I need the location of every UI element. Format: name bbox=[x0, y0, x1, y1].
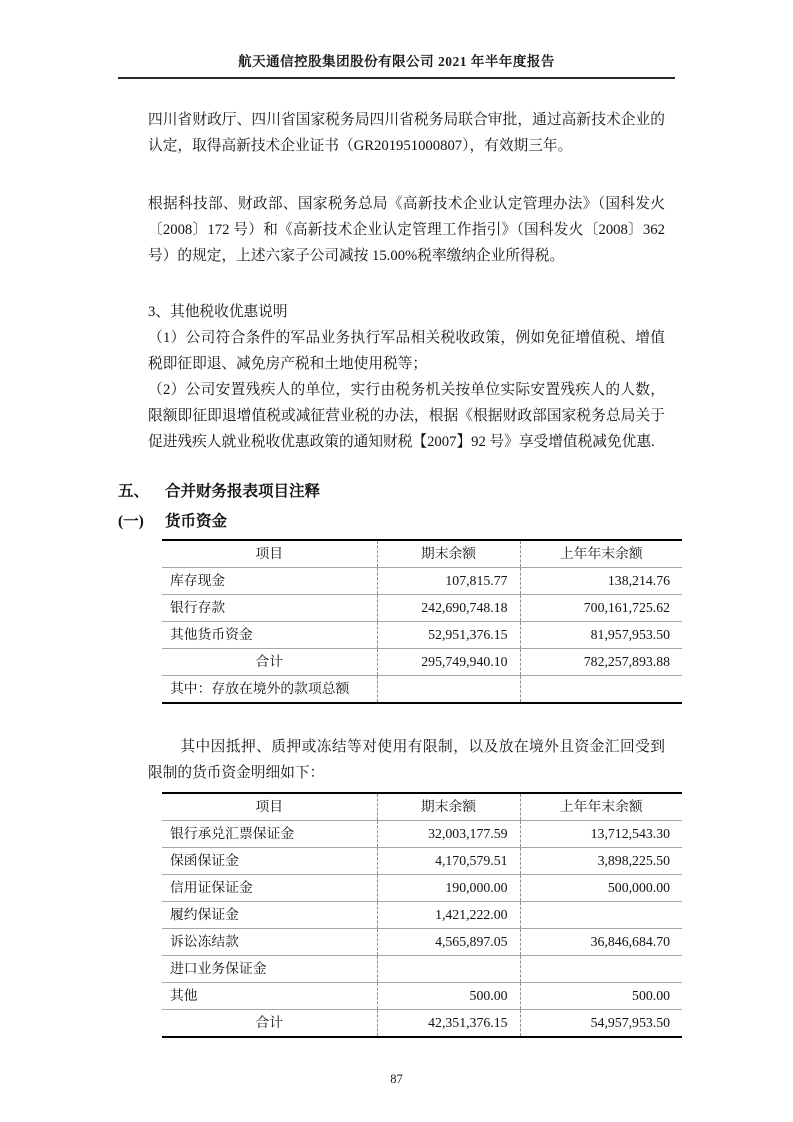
item-cell: 履约保证金 bbox=[162, 902, 377, 929]
item-cell: 合计 bbox=[162, 649, 377, 676]
restricted-funds-table bbox=[162, 792, 682, 1038]
item-cell: 合计 bbox=[162, 1010, 377, 1038]
page-number: 87 bbox=[390, 1072, 403, 1086]
prior-year-balance-cell bbox=[520, 676, 682, 704]
item-cell: 诉讼冻结款 bbox=[162, 929, 377, 956]
item-cell: 保函保证金 bbox=[162, 848, 377, 875]
table-body bbox=[162, 568, 682, 704]
prior-year-balance-cell: 13,712,543.30 bbox=[520, 821, 682, 848]
ending-balance-cell: 1,421,222.00 bbox=[377, 902, 520, 929]
paragraph-disabled-employment-policy: （2）公司安置残疾人的单位，实行由税务机关按单位实际安置残疾人的人数，限额即征即退增值税或减征营业税的办法，根据《根据财政部国家税务总局关于促进残疾人就业税收优惠政策的通知财税【2007】92 号》享受增值税减免优惠. bbox=[148, 382, 665, 450]
prior-year-balance-cell: 81,957,953.50 bbox=[520, 622, 682, 649]
table-body bbox=[162, 821, 682, 1038]
prior-year-balance-cell: 500.00 bbox=[520, 983, 682, 1010]
section-heading-notes bbox=[118, 481, 675, 503]
column-header-item: 项目 bbox=[162, 540, 377, 568]
ending-balance-cell: 190,000.00 bbox=[377, 875, 520, 902]
column-header-prior-year-balance: 上年年末余额 bbox=[520, 540, 682, 568]
item-cell: 进口业务保证金 bbox=[162, 956, 377, 983]
paragraph-tax-certificate: 四川省财政厅、四川省国家税务局四川省税务局联合审批，通过高新技术企业的认定，取得高新技术企业证书（GR201951000807），有效期三年。 bbox=[148, 112, 665, 154]
table-row bbox=[162, 568, 682, 595]
subheading-other-tax-incentives: 3、其他税收优惠说明 bbox=[148, 304, 288, 320]
prior-year-balance-cell: 138,214.76 bbox=[520, 568, 682, 595]
item-cell: 银行承兑汇票保证金 bbox=[162, 821, 377, 848]
table-row bbox=[162, 1010, 682, 1038]
paragraph-tax-regulation: 根据科技部、财政部、国家税务总局《高新技术企业认定管理办法》（国科发火〔2008〕172 号）和《高新技术企业认定管理工作指引》（国科发火〔2008〕362 号）的规定，上述六家子公司减按 15.00%税率缴纳企业所得税。 bbox=[148, 196, 665, 264]
prior-year-balance-cell bbox=[520, 956, 682, 983]
prior-year-balance-cell: 700,161,725.62 bbox=[520, 595, 682, 622]
prior-year-balance-cell: 3,898,225.50 bbox=[520, 848, 682, 875]
column-header-item: 项目 bbox=[162, 793, 377, 821]
ending-balance-cell: 42,351,376.15 bbox=[377, 1010, 520, 1038]
subsection-title: 货币资金 bbox=[165, 513, 228, 530]
ending-balance-cell: 52,951,376.15 bbox=[377, 622, 520, 649]
ending-balance-cell: 242,690,748.18 bbox=[377, 595, 520, 622]
ending-balance-cell bbox=[377, 956, 520, 983]
item-cell: 信用证保证金 bbox=[162, 875, 377, 902]
prior-year-balance-cell: 782,257,893.88 bbox=[520, 649, 682, 676]
prior-year-balance-cell: 54,957,953.50 bbox=[590, 1015, 670, 1030]
page-content bbox=[118, 0, 675, 1038]
table-header bbox=[162, 793, 682, 821]
ending-balance-cell: 32,003,177.59 bbox=[377, 821, 520, 848]
ending-balance-cell: 4,565,897.05 bbox=[377, 929, 520, 956]
table-header bbox=[162, 540, 682, 568]
table-header-row bbox=[162, 540, 682, 568]
table-row bbox=[162, 848, 682, 875]
table-row bbox=[162, 956, 682, 983]
table-row bbox=[162, 622, 682, 649]
report-header-title: 航天通信控股集团股份有限公司 2021 年半年度报告 bbox=[238, 54, 555, 69]
prior-year-balance-cell: 500,000.00 bbox=[520, 875, 682, 902]
monetary-funds-table bbox=[162, 539, 682, 704]
table-row bbox=[162, 983, 682, 1010]
item-cell: 其他 bbox=[162, 983, 377, 1010]
table-row bbox=[162, 875, 682, 902]
item-cell: 其中：存放在境外的款项总额 bbox=[162, 676, 377, 704]
item-cell: 其他货币资金 bbox=[162, 622, 377, 649]
ending-balance-cell: 295,749,940.10 bbox=[377, 649, 520, 676]
table-row bbox=[162, 821, 682, 848]
table-row bbox=[162, 929, 682, 956]
table-row bbox=[162, 595, 682, 622]
paragraph-military-tax-policy: （1）公司符合条件的军品业务执行军品相关税收政策，例如免征增值税、增值税即征即退、减免房产税和土地使用税等； bbox=[148, 330, 665, 372]
ending-balance-cell bbox=[377, 676, 520, 704]
header-divider bbox=[118, 77, 675, 79]
section-title: 合并财务报表项目注释 bbox=[165, 483, 321, 500]
table-row bbox=[162, 649, 682, 676]
ending-balance-cell: 4,170,579.51 bbox=[377, 848, 520, 875]
ending-balance-cell: 107,815.77 bbox=[377, 568, 520, 595]
table-header-row bbox=[162, 793, 682, 821]
prior-year-balance-cell: 36,846,684.70 bbox=[520, 929, 682, 956]
prior-year-balance-cell bbox=[520, 902, 682, 929]
item-cell: 银行存款 bbox=[162, 595, 377, 622]
subsection-number: (一) bbox=[118, 513, 144, 530]
column-header-ending-balance: 期末余额 bbox=[377, 540, 520, 568]
table-row bbox=[162, 676, 682, 704]
paragraph-restricted-funds-note: 其中因抵押、质押或冻结等对使用有限制，以及放在境外且资金汇回受到限制的货币资金明细如下： bbox=[148, 739, 665, 781]
column-header-ending-balance: 期末余额 bbox=[377, 793, 520, 821]
section-number: 五、 bbox=[118, 483, 150, 500]
subsection-heading-monetary-funds bbox=[118, 511, 675, 533]
item-cell: 库存现金 bbox=[162, 568, 377, 595]
table-row bbox=[162, 902, 682, 929]
ending-balance-cell: 500.00 bbox=[377, 983, 520, 1010]
column-header-prior-year-balance: 上年年末余额 bbox=[520, 793, 682, 821]
